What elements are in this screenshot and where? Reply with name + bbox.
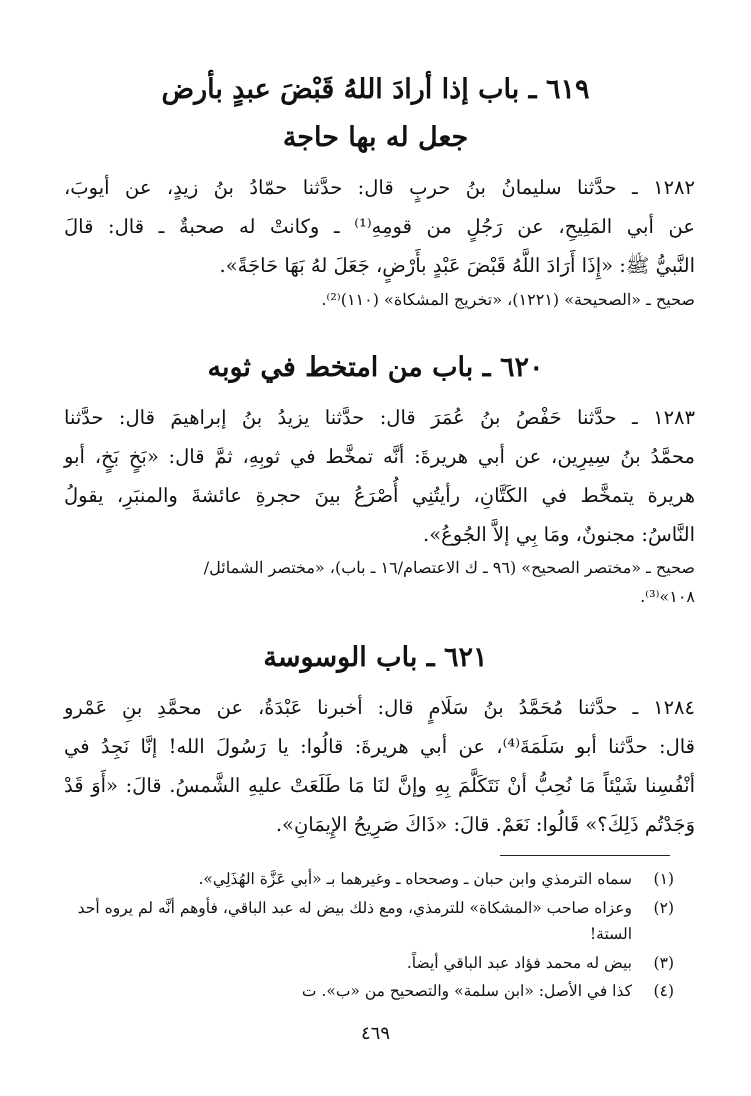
hadith-1283-grade: صحيح ـ «مختصر الصحيح» (٩٦ ـ ك الاعتصام/١٦ ـ باب)، «مختصر الشمائل/: [203, 558, 695, 577]
footnote-2: [70, 895, 674, 947]
hadith-1283: [64, 398, 695, 554]
hadith-1284-line: قال: حدَّثنا أبو سَلَمَةَ⁽⁴⁾، عن أبي هريرةَ: قالُوا: يا رَسُولَ الله! إنَّا نَجِدُ في: [64, 735, 695, 758]
footnote-number: (٤): [653, 982, 674, 1000]
footnote-text: بيض له محمد فؤاد عبد الباقي أيضاً.: [406, 954, 632, 972]
hadith-1283-line: النَّاسُ: مجنونٌ، ومَا بِي إلاَّ الجُوعُ».: [423, 523, 695, 546]
footnote-number: (١): [653, 870, 674, 888]
chapter-619-title-cont: جعل له بها حاجة: [282, 122, 469, 153]
footnote-1: [70, 866, 674, 892]
chapter-621-title: ٦٢١ ـ باب الوسوسة: [263, 642, 488, 673]
footnote-number: (٣): [653, 954, 674, 972]
hadith-1282-line: ١٢٨٢ ـ حدَّثنا سليمانُ بنُ حربٍ قال: حدَّثنا حمّادُ بنُ زيدٍ، عن أيوبَ،: [64, 176, 695, 199]
footnote-text: كذا في الأصل: «ابن سلمة» والتصحيح من «ب». ت: [301, 982, 632, 1000]
hadith-1284-line: ١٢٨٤ ـ حدَّثنا مُحَمَّدُ بنُ سَلَامٍ قال: أخبرنا عَبْدَةُ، عن محمَّدِ بنِ عَمْرو: [64, 696, 695, 719]
footnote-number: (٢): [653, 899, 674, 917]
hadith-1283-line: ١٢٨٣ ـ حدَّثنا حَفْصُ بنُ عُمَرَ قال: حدَّثنا يزيدُ بنُ إبراهيمَ قال: حدَّثنا: [64, 406, 695, 429]
hadith-1284: [64, 688, 695, 844]
footnote-3: [70, 950, 674, 976]
footnote-text: وعزاه صاحب «المشكاة» للترمذي، ومع ذلك بيض له عبد الباقي، فأوهم أنَّه لم يروه أحد الستة!: [77, 899, 632, 943]
hadith-1282-line: النَّبيُّ ﷺ: «إِذَا أَرَادَ اللَّهُ قَبْضَ عَبْدٍ بأَرْضٍ، جَعَلَ لهُ بَهَا حَاجَةً».: [219, 254, 695, 277]
hadith-1283-grade-cont: ١٠٨»⁽³⁾.: [640, 587, 695, 606]
hadith-1282-grade: صحيح ـ «الصحيحة» (١٢٢١)، «تخريج المشكاة» (١١٠)⁽²⁾.: [321, 290, 695, 309]
footnote-text: سماه الترمذي وابن حبان ـ وصححاه ـ وغيرهما بـ «أبي عَزَّة الهُذَلِي».: [198, 870, 632, 888]
footnote-separator: [500, 855, 670, 856]
hadith-1284-line: أنْفُسِنا شَيْئاً مَا نُحِبُّ أنْ نَتَكَلَّمَ بِهِ وإنَّ لنَا مَا طَلَعَتْ عليهِ الشَّمسُ. قالَ: «أَوَ قَدْ: [64, 774, 695, 797]
chapter-620-title: ٦٢٠ ـ باب من امتخط في ثوبه: [207, 352, 544, 383]
footnote-4: [70, 978, 674, 1004]
hadith-1282-line: عن أبي المَلِيحِ، عن رَجُلٍ من قومِهِ⁽¹⁾ ـ وكانتْ له صحبةٌ ـ قال: قالَ: [64, 215, 695, 238]
hadith-1284-line: وَجَدْتُم ذَلِكَ؟» قَالُوا: نَعَمْ. قالَ: «ذَاكَ صَرِيحُ الإِيمَانِ».: [275, 813, 695, 836]
page-number: ٤٦٩: [360, 1023, 390, 1044]
hadith-1283-line: هريرة يتمخَّط في الكَتَّانِ، رأيتُنِي أُصْرَعُ بينَ حجرةِ عائشةَ والمنبَرِ، يقولُ: [64, 484, 695, 507]
chapter-619-title: ٦١٩ ـ باب إذا أرادَ اللهُ قَبْضَ عبدٍ بأرض: [161, 74, 590, 105]
hadith-1283-line: محمَّدُ بنُ سِيرِين، عن أبي هريرةَ: أنَّه تمخَّط في ثوبِهِ، ثمَّ قال: «بَخٍ بَخٍ، أبو: [64, 445, 695, 468]
hadith-1282: [64, 168, 695, 285]
